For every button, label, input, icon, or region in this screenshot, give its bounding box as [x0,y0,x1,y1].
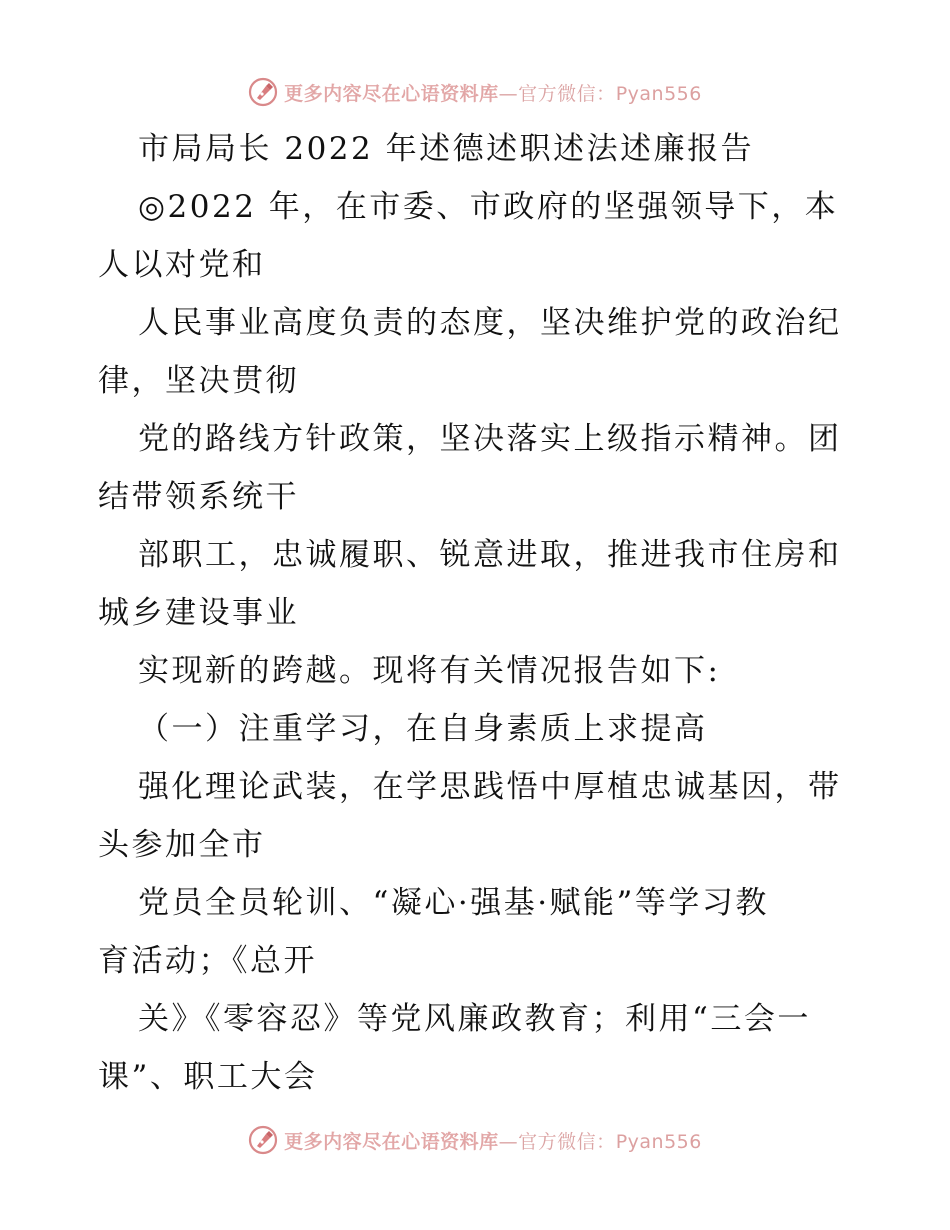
paragraph-line: 结带领系统干 [98,479,299,515]
watermark-wechat-id: Pyan556 [615,1130,702,1153]
pen-nib-logo-icon [248,77,278,107]
watermark-text [284,1127,702,1154]
document-body [98,120,858,1106]
watermark-text [284,79,702,106]
paragraph-line: 头参加全市 [98,827,266,863]
paragraph-line: 关》《零容忍》等党风廉政教育；利用“三会一 [138,1001,811,1037]
section-heading: （一）注重学习，在自身素质上求提高 [138,711,708,747]
paragraph-line: 城乡建设事业 [98,595,299,631]
paragraph-line: 人民事业高度负责的态度，坚决维护党的政治纪 [138,305,842,341]
header-watermark [0,72,950,112]
paragraph-line: 党员全员轮训、“凝心·强基·赋能”等学习教 [138,885,769,921]
watermark-title: 更多内容尽在心语资料库 [284,82,499,105]
footer-watermark [0,1120,950,1160]
paragraph-line: 课”、职工大会 [98,1059,318,1095]
paragraph-line: 人以对党和 [98,247,266,283]
watermark-wechat-id: Pyan556 [615,82,702,105]
watermark-official-label: —官方微信： [498,1130,616,1153]
paragraph-line: 部职工，忠诚履职、锐意进取，推进我市住房和 [138,537,842,573]
watermark-official-label: —官方微信： [498,82,616,105]
document-title: 市局局长 2022 年述德述职述法述廉报告 [138,131,755,167]
pen-nib-logo-icon [248,1125,278,1155]
paragraph-line: 强化理论武装，在学思践悟中厚植忠诚基因，带 [138,769,842,805]
paragraph-line: 律，坚决贯彻 [98,363,299,399]
paragraph-line: 实现新的跨越。现将有关情况报告如下: [138,653,721,689]
paragraph-line: 育活动；《总开 [98,943,317,979]
paragraph-line: ◎2022 年，在市委、市政府的坚强领导下，本 [138,189,839,225]
watermark-title: 更多内容尽在心语资料库 [284,1130,499,1153]
paragraph-line: 党的路线方针政策，坚决落实上级指示精神。团 [138,421,842,457]
